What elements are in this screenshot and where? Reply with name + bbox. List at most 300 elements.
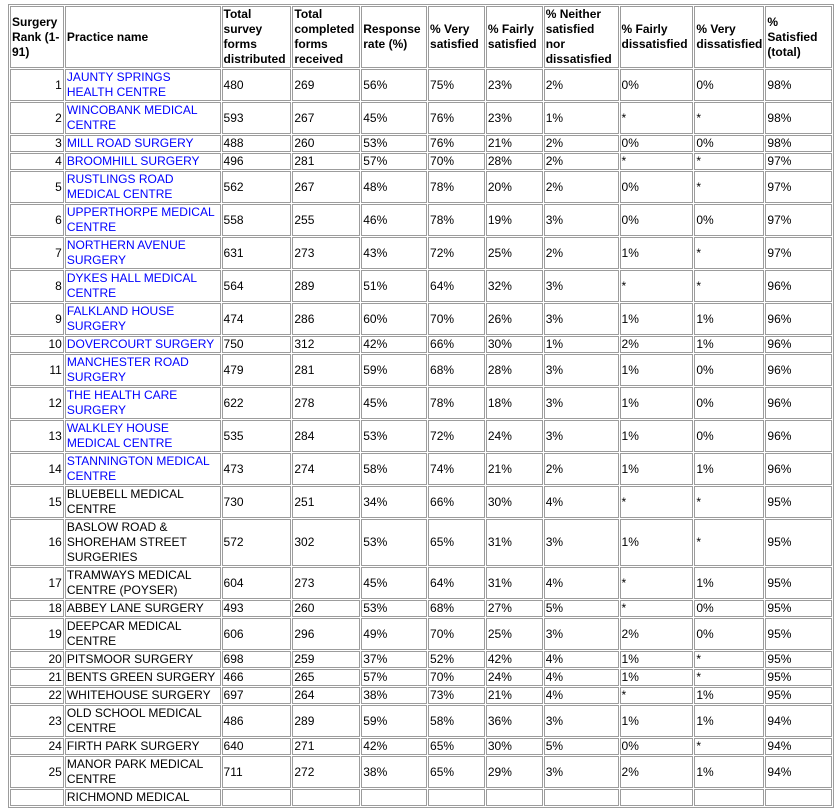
cell-very_dissatisfied: 1% — [694, 303, 764, 335]
practice-link[interactable]: MILL ROAD SURGERY — [66, 136, 194, 150]
cell-satisfied_total: 97% — [765, 237, 832, 269]
cell-response: 56% — [361, 69, 427, 101]
cell-very_satisfied: 68% — [428, 600, 485, 617]
cell-response: 59% — [361, 705, 427, 737]
rank-cell: 11 — [10, 354, 64, 386]
table-row — [10, 705, 832, 737]
cell-neither: 3% — [544, 519, 619, 566]
cell-received: 269 — [292, 69, 360, 101]
cell-neither: 5% — [544, 600, 619, 617]
cell-neither: 4% — [544, 651, 619, 668]
table-row — [10, 69, 832, 101]
cell-fairly_dissatisfied: * — [620, 567, 694, 599]
cell-distributed — [222, 789, 292, 806]
cell-received: 273 — [292, 567, 360, 599]
cell-response: 57% — [361, 669, 427, 686]
rank-cell: 4 — [10, 153, 64, 170]
practice-name-cell — [65, 651, 221, 668]
cell-fairly_dissatisfied: 1% — [620, 651, 694, 668]
cell-fairly_satisfied: 25% — [486, 237, 543, 269]
practice-name-cell — [65, 171, 221, 203]
cell-fairly_dissatisfied: 2% — [620, 756, 694, 788]
cell-response: 58% — [361, 453, 427, 485]
cell-very_dissatisfied: 0% — [694, 135, 764, 152]
table-row — [10, 237, 832, 269]
cell-fairly_dissatisfied: 0% — [620, 69, 694, 101]
cell-fairly_satisfied: 31% — [486, 519, 543, 566]
column-header-name: Practice name — [65, 6, 221, 68]
cell-very_dissatisfied: 0% — [694, 69, 764, 101]
cell-very_dissatisfied: * — [694, 237, 764, 269]
practice-link[interactable]: WALKLEY HOUSE MEDICAL CENTRE — [66, 421, 173, 450]
column-header-response: Response rate (%) — [361, 6, 427, 68]
cell-fairly_satisfied: 23% — [486, 102, 543, 134]
cell-very_dissatisfied: 0% — [694, 420, 764, 452]
practice-name-cell — [65, 420, 221, 452]
cell-fairly_satisfied: 21% — [486, 453, 543, 485]
practice-link[interactable]: RUSTLINGS ROAD MEDICAL CENTRE — [66, 172, 174, 201]
cell-very_dissatisfied: * — [694, 153, 764, 170]
practice-name: MANOR PARK MEDICAL CENTRE — [66, 757, 203, 786]
cell-distributed: 558 — [222, 204, 292, 236]
practice-name-cell — [65, 135, 221, 152]
cell-very_dissatisfied: 0% — [694, 387, 764, 419]
cell-fairly_dissatisfied: 0% — [620, 738, 694, 755]
rank-cell: 1 — [10, 69, 64, 101]
table-row — [10, 204, 832, 236]
cell-fairly_dissatisfied: 1% — [620, 303, 694, 335]
cell-fairly_dissatisfied: * — [620, 600, 694, 617]
cell-fairly_satisfied: 26% — [486, 303, 543, 335]
cell-response: 45% — [361, 567, 427, 599]
column-header-very_dissatisfied: % Very dissatisfied — [694, 6, 764, 68]
rank-cell — [10, 789, 64, 806]
cell-fairly_satisfied: 21% — [486, 687, 543, 704]
cell-neither: 2% — [544, 69, 619, 101]
column-header-fairly_dissatisfied: % Fairly dissatisfied — [620, 6, 694, 68]
table-row — [10, 756, 832, 788]
table-row — [10, 102, 832, 134]
practice-link[interactable]: NORTHERN AVENUE SURGERY — [66, 238, 186, 267]
rank-cell: 10 — [10, 336, 64, 353]
cell-very_dissatisfied: 0% — [694, 354, 764, 386]
column-header-neither: % Neither satisfied nor dissatisfied — [544, 6, 619, 68]
cell-response — [361, 789, 427, 806]
cell-fairly_satisfied: 23% — [486, 69, 543, 101]
cell-very_dissatisfied: * — [694, 486, 764, 518]
cell-response: 34% — [361, 486, 427, 518]
cell-very_satisfied: 70% — [428, 669, 485, 686]
cell-fairly_dissatisfied: 1% — [620, 237, 694, 269]
cell-received: 260 — [292, 135, 360, 152]
rank-cell: 9 — [10, 303, 64, 335]
cell-satisfied_total: 95% — [765, 519, 832, 566]
cell-fairly_dissatisfied: * — [620, 486, 694, 518]
cell-very_dissatisfied: * — [694, 270, 764, 302]
cell-distributed: 698 — [222, 651, 292, 668]
practice-name-cell — [65, 756, 221, 788]
cell-distributed: 488 — [222, 135, 292, 152]
cell-fairly_satisfied: 29% — [486, 756, 543, 788]
cell-neither: 3% — [544, 354, 619, 386]
practice-link[interactable]: JAUNTY SPRINGS HEALTH CENTRE — [66, 70, 171, 99]
practice-name-cell — [65, 519, 221, 566]
cell-received: 265 — [292, 669, 360, 686]
cell-neither: 1% — [544, 336, 619, 353]
rank-cell: 15 — [10, 486, 64, 518]
cell-satisfied_total: 95% — [765, 687, 832, 704]
cell-fairly_dissatisfied: 1% — [620, 669, 694, 686]
cell-very_satisfied: 70% — [428, 618, 485, 650]
cell-response: 53% — [361, 135, 427, 152]
cell-received — [292, 789, 360, 806]
column-header-received: Total completed forms received — [292, 6, 360, 68]
cell-neither — [544, 789, 619, 806]
cell-very_satisfied: 64% — [428, 270, 485, 302]
cell-neither: 3% — [544, 303, 619, 335]
practice-name: OLD SCHOOL MEDICAL CENTRE — [66, 706, 202, 735]
cell-response: 46% — [361, 204, 427, 236]
column-header-very_satisfied: % Very satisfied — [428, 6, 485, 68]
practice-link[interactable]: STANNINGTON MEDICAL CENTRE — [66, 454, 210, 483]
cell-very_satisfied: 65% — [428, 756, 485, 788]
cell-response: 57% — [361, 153, 427, 170]
cell-response: 45% — [361, 387, 427, 419]
cell-very_satisfied: 58% — [428, 705, 485, 737]
cell-fairly_satisfied: 30% — [486, 738, 543, 755]
practice-link[interactable]: MANCHESTER ROAD SURGERY — [66, 355, 189, 384]
cell-satisfied_total: 96% — [765, 354, 832, 386]
cell-fairly_satisfied: 19% — [486, 204, 543, 236]
cell-received: 278 — [292, 387, 360, 419]
practice-name-cell — [65, 303, 221, 335]
cell-response: 37% — [361, 651, 427, 668]
practice-name: RICHMOND MEDICAL — [66, 790, 190, 804]
table-row — [10, 171, 832, 203]
cell-distributed: 711 — [222, 756, 292, 788]
cell-neither: 4% — [544, 687, 619, 704]
practice-name-cell — [65, 354, 221, 386]
cell-fairly_dissatisfied — [620, 789, 694, 806]
cell-response: 48% — [361, 171, 427, 203]
cell-distributed: 697 — [222, 687, 292, 704]
cell-very_satisfied: 70% — [428, 153, 485, 170]
cell-received: 271 — [292, 738, 360, 755]
cell-distributed: 750 — [222, 336, 292, 353]
table-row — [10, 153, 832, 170]
rank-cell: 25 — [10, 756, 64, 788]
cell-neither: 4% — [544, 486, 619, 518]
cell-distributed: 564 — [222, 270, 292, 302]
cell-very_dissatisfied: 0% — [694, 618, 764, 650]
cell-very_satisfied: 64% — [428, 567, 485, 599]
cell-very_satisfied: 66% — [428, 336, 485, 353]
cell-received: 281 — [292, 153, 360, 170]
table-row — [10, 336, 832, 353]
cell-response: 43% — [361, 237, 427, 269]
cell-distributed: 562 — [222, 171, 292, 203]
rank-cell: 21 — [10, 669, 64, 686]
cell-distributed: 572 — [222, 519, 292, 566]
cell-response: 49% — [361, 618, 427, 650]
rank-cell: 5 — [10, 171, 64, 203]
practice-name-cell — [65, 738, 221, 755]
cell-fairly_satisfied: 31% — [486, 567, 543, 599]
cell-neither: 4% — [544, 669, 619, 686]
cell-fairly_satisfied: 20% — [486, 171, 543, 203]
cell-very_dissatisfied — [694, 789, 764, 806]
cell-distributed: 480 — [222, 69, 292, 101]
cell-very_dissatisfied: * — [694, 651, 764, 668]
cell-neither: 4% — [544, 567, 619, 599]
cell-neither: 3% — [544, 387, 619, 419]
cell-response: 53% — [361, 519, 427, 566]
cell-neither: 1% — [544, 102, 619, 134]
table-row — [10, 354, 832, 386]
cell-response: 59% — [361, 354, 427, 386]
cell-satisfied_total: 95% — [765, 669, 832, 686]
cell-distributed: 479 — [222, 354, 292, 386]
cell-fairly_satisfied: 32% — [486, 270, 543, 302]
cell-very_dissatisfied: 1% — [694, 453, 764, 485]
cell-distributed: 474 — [222, 303, 292, 335]
practice-name-cell — [65, 600, 221, 617]
practice-link[interactable]: DOVERCOURT SURGERY — [66, 337, 215, 351]
table-row — [10, 687, 832, 704]
cell-distributed: 631 — [222, 237, 292, 269]
cell-response: 42% — [361, 738, 427, 755]
cell-satisfied_total: 96% — [765, 336, 832, 353]
cell-satisfied_total: 95% — [765, 600, 832, 617]
cell-received: 274 — [292, 453, 360, 485]
cell-very_dissatisfied: 1% — [694, 705, 764, 737]
cell-satisfied_total: 94% — [765, 738, 832, 755]
cell-very_satisfied: 78% — [428, 204, 485, 236]
survey-results-table — [8, 4, 834, 808]
rank-cell: 24 — [10, 738, 64, 755]
cell-fairly_dissatisfied: 0% — [620, 204, 694, 236]
practice-link[interactable]: THE HEALTH CARE SURGERY — [66, 388, 178, 417]
cell-distributed: 640 — [222, 738, 292, 755]
cell-received: 264 — [292, 687, 360, 704]
cell-satisfied_total: 95% — [765, 651, 832, 668]
practice-link[interactable]: DYKES HALL MEDICAL CENTRE — [66, 271, 197, 300]
cell-very_satisfied: 73% — [428, 687, 485, 704]
cell-very_satisfied: 65% — [428, 519, 485, 566]
cell-neither: 2% — [544, 171, 619, 203]
cell-satisfied_total: 96% — [765, 270, 832, 302]
cell-satisfied_total: 95% — [765, 618, 832, 650]
rank-cell: 17 — [10, 567, 64, 599]
cell-very_satisfied: 75% — [428, 69, 485, 101]
cell-neither: 2% — [544, 237, 619, 269]
cell-fairly_dissatisfied: 0% — [620, 171, 694, 203]
column-header-fairly_satisfied: % Fairly satisfied — [486, 6, 543, 68]
cell-fairly_satisfied: 30% — [486, 486, 543, 518]
cell-received: 260 — [292, 600, 360, 617]
practice-link[interactable]: BROOMHILL SURGERY — [66, 154, 200, 168]
cell-fairly_satisfied: 24% — [486, 420, 543, 452]
cell-fairly_dissatisfied: * — [620, 153, 694, 170]
cell-fairly_satisfied: 28% — [486, 153, 543, 170]
cell-neither: 2% — [544, 135, 619, 152]
cell-received: 296 — [292, 618, 360, 650]
practice-name-cell — [65, 204, 221, 236]
rank-cell: 6 — [10, 204, 64, 236]
practice-name-cell — [65, 687, 221, 704]
cell-distributed: 486 — [222, 705, 292, 737]
cell-received: 289 — [292, 705, 360, 737]
cell-satisfied_total: 98% — [765, 135, 832, 152]
cell-very_dissatisfied: * — [694, 102, 764, 134]
cell-very_satisfied: 65% — [428, 738, 485, 755]
practice-name-cell — [65, 453, 221, 485]
cell-satisfied_total: 97% — [765, 204, 832, 236]
cell-response: 38% — [361, 687, 427, 704]
cell-very_satisfied: 74% — [428, 453, 485, 485]
cell-fairly_dissatisfied: 1% — [620, 354, 694, 386]
cell-satisfied_total: 98% — [765, 102, 832, 134]
table-row — [10, 453, 832, 485]
practice-name-cell — [65, 237, 221, 269]
practice-name-cell — [65, 102, 221, 134]
table-row — [10, 651, 832, 668]
practice-name: BASLOW ROAD & SHOREHAM STREET SURGERIES — [66, 520, 187, 564]
practice-name-cell — [65, 486, 221, 518]
cell-fairly_dissatisfied: 1% — [620, 519, 694, 566]
cell-satisfied_total: 95% — [765, 486, 832, 518]
practice-name: WHITEHOUSE SURGERY — [66, 688, 211, 702]
practice-name: TRAMWAYS MEDICAL CENTRE (POYSER) — [66, 568, 192, 597]
cell-neither: 3% — [544, 204, 619, 236]
cell-satisfied_total: 96% — [765, 420, 832, 452]
cell-very_satisfied: 70% — [428, 303, 485, 335]
practice-link[interactable]: FALKLAND HOUSE SURGERY — [66, 304, 175, 333]
table-row — [10, 618, 832, 650]
cell-distributed: 606 — [222, 618, 292, 650]
cell-satisfied_total: 97% — [765, 153, 832, 170]
table-row — [10, 567, 832, 599]
cell-distributed: 593 — [222, 102, 292, 134]
practice-link[interactable]: WINCOBANK MEDICAL CENTRE — [66, 103, 198, 132]
cell-response: 38% — [361, 756, 427, 788]
cell-distributed: 604 — [222, 567, 292, 599]
cell-fairly_satisfied: 18% — [486, 387, 543, 419]
cell-neither: 2% — [544, 153, 619, 170]
column-header-distributed: Total survey forms distributed — [222, 6, 292, 68]
table-row — [10, 738, 832, 755]
rank-cell: 13 — [10, 420, 64, 452]
cell-received: 302 — [292, 519, 360, 566]
cell-very_satisfied: 78% — [428, 387, 485, 419]
cell-fairly_dissatisfied: 2% — [620, 336, 694, 353]
cell-received: 284 — [292, 420, 360, 452]
cell-fairly_dissatisfied: * — [620, 102, 694, 134]
table-row — [10, 270, 832, 302]
cell-received: 267 — [292, 102, 360, 134]
practice-name-cell — [65, 618, 221, 650]
cell-distributed: 473 — [222, 453, 292, 485]
rank-cell: 8 — [10, 270, 64, 302]
cell-very_satisfied — [428, 789, 485, 806]
cell-fairly_satisfied: 42% — [486, 651, 543, 668]
practice-name-cell — [65, 705, 221, 737]
practice-name: BENTS GREEN SURGERY — [66, 670, 216, 684]
cell-satisfied_total: 94% — [765, 705, 832, 737]
rank-cell: 20 — [10, 651, 64, 668]
cell-fairly_dissatisfied: 0% — [620, 135, 694, 152]
rank-cell: 7 — [10, 237, 64, 269]
rank-cell: 14 — [10, 453, 64, 485]
cell-very_dissatisfied: 0% — [694, 600, 764, 617]
column-header-satisfied_total: % Satisfied (total) — [765, 6, 832, 68]
cell-received: 255 — [292, 204, 360, 236]
cell-neither: 3% — [544, 420, 619, 452]
cell-very_satisfied: 68% — [428, 354, 485, 386]
practice-name: ABBEY LANE SURGERY — [66, 601, 204, 615]
cell-neither: 3% — [544, 756, 619, 788]
cell-very_dissatisfied: 1% — [694, 567, 764, 599]
table-row — [10, 789, 832, 806]
cell-very_satisfied: 76% — [428, 135, 485, 152]
cell-neither: 5% — [544, 738, 619, 755]
practice-name: FIRTH PARK SURGERY — [66, 739, 200, 753]
cell-fairly_satisfied: 28% — [486, 354, 543, 386]
cell-response: 42% — [361, 336, 427, 353]
cell-very_dissatisfied: 1% — [694, 336, 764, 353]
cell-very_dissatisfied: * — [694, 519, 764, 566]
cell-very_dissatisfied: 0% — [694, 204, 764, 236]
practice-name-cell — [65, 69, 221, 101]
cell-satisfied_total: 95% — [765, 567, 832, 599]
rank-cell: 12 — [10, 387, 64, 419]
table-header-row — [10, 6, 832, 68]
column-header-rank: Surgery Rank (1-91) — [10, 6, 64, 68]
cell-received: 312 — [292, 336, 360, 353]
cell-neither: 2% — [544, 453, 619, 485]
cell-very_dissatisfied: 1% — [694, 756, 764, 788]
table-body — [10, 69, 832, 806]
table-row — [10, 519, 832, 566]
cell-neither: 3% — [544, 618, 619, 650]
practice-name-cell — [65, 387, 221, 419]
cell-fairly_satisfied: 24% — [486, 669, 543, 686]
table-row — [10, 486, 832, 518]
cell-distributed: 466 — [222, 669, 292, 686]
cell-very_dissatisfied: * — [694, 738, 764, 755]
cell-fairly_dissatisfied: 1% — [620, 453, 694, 485]
practice-name-cell — [65, 336, 221, 353]
practice-name-cell — [65, 153, 221, 170]
practice-name-cell — [65, 270, 221, 302]
table-row — [10, 135, 832, 152]
cell-very_satisfied: 72% — [428, 420, 485, 452]
table-row — [10, 303, 832, 335]
cell-fairly_dissatisfied: 1% — [620, 387, 694, 419]
rank-cell: 22 — [10, 687, 64, 704]
cell-fairly_satisfied — [486, 789, 543, 806]
table-row — [10, 387, 832, 419]
cell-very_dissatisfied: * — [694, 669, 764, 686]
practice-name: BLUEBELL MEDICAL CENTRE — [66, 487, 184, 516]
rank-cell: 19 — [10, 618, 64, 650]
practice-name: PITSMOOR SURGERY — [66, 652, 194, 666]
cell-neither: 3% — [544, 705, 619, 737]
practice-link[interactable]: UPPERTHORPE MEDICAL CENTRE — [66, 205, 215, 234]
cell-very_satisfied: 72% — [428, 237, 485, 269]
cell-neither: 3% — [544, 270, 619, 302]
cell-received: 281 — [292, 354, 360, 386]
